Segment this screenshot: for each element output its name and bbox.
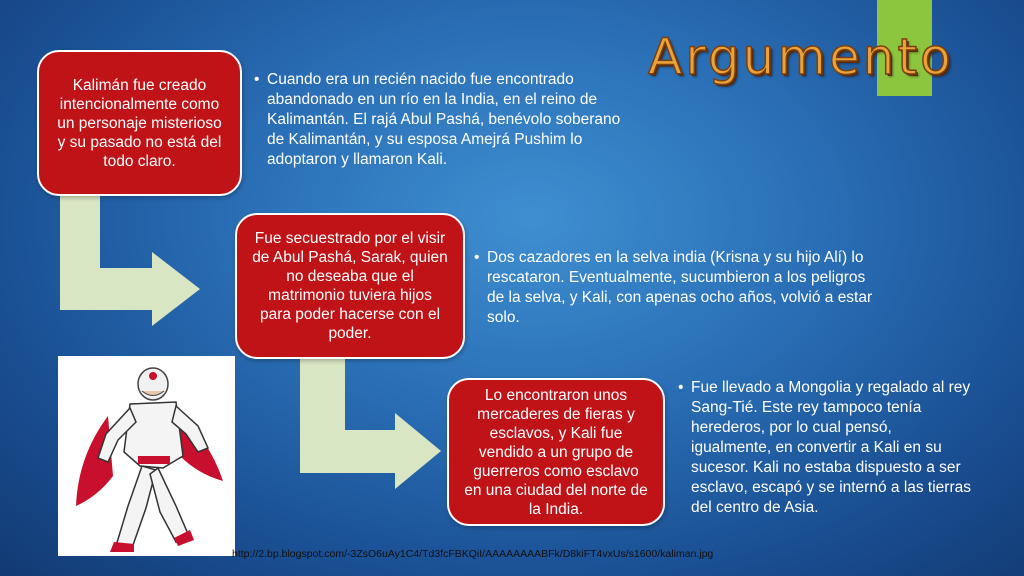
bullet-text-3: [678, 378, 973, 518]
bullet-text-3-content: Fue llevado a Mongolia y regalado al rey Sang-Tié. Este rey tampoco tenía herederos, por lo cual pensó, igualmente, en convertir a Kali en su sucesor. Kali no estaba dispuesto a ser esclavo, escapó y se internó a las tierras del centro de Asia.: [691, 379, 971, 516]
flow-step-1: Kalimán fue creado intencionalmente como un personaje misterioso y su pasado no está del todo claro.: [37, 50, 242, 196]
bullet-text-2: [474, 248, 884, 328]
flow-step-3: Lo encontraron unos mercaderes de fieras y esclavos, y Kali fue vendido a un grupo de guerreros como esclavo en una ciudad del norte de la India.: [447, 378, 665, 526]
bullet-dot: •: [678, 379, 684, 396]
image-source-caption[interactable]: http://2.bp.blogspot.com/-3ZsO6uAy1C4/Td3fcFBKQiI/AAAAAAAABFk/D8kiFT4vxUs/s1600/kaliman.jpg: [232, 548, 714, 560]
bent-arrow-2: [300, 352, 441, 489]
superhero-illustration-icon: [58, 356, 235, 556]
bullet-text-2-content: Dos cazadores en la selva india (Krisna y su hijo Alí) lo rescataron. Eventualmente, sucumbieron a los peligros de la selva, y Kali, con apenas ocho años, volvió a estar solo.: [487, 249, 873, 326]
bullet-dot: •: [474, 249, 480, 266]
flow-step-2: Fue secuestrado por el visir de Abul Pashá, Sarak, quien no deseaba que el matrimonio tuviera hijos para poder hacerse con el poder.: [235, 213, 465, 359]
bent-arrow-1: [60, 190, 200, 326]
slide-title: Argumento: [648, 28, 954, 86]
bullet-text-1-content: Cuando era un recién nacido fue encontrado abandonado en un río en la India, en el reino de Kalimantán. El rajá Abul Pashá, benévolo soberano de Kalimantán, y su esposa Amejrá Pushim lo adoptaron y llamaron Kali.: [267, 71, 621, 168]
bullet-dot: •: [254, 71, 260, 88]
bullet-text-1: [254, 70, 639, 170]
